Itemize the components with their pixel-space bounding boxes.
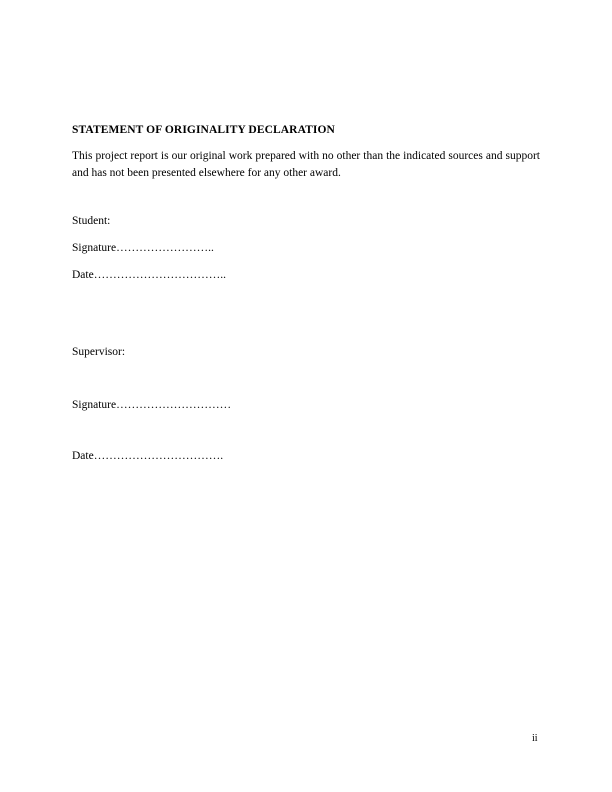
supervisor-signature-line: Signature………………………… [72,399,232,411]
supervisor-date-line: Date……………………………. [72,450,224,462]
supervisor-label: Supervisor: [72,346,126,358]
student-label: Student: [72,215,111,227]
page-number: ii [532,733,538,744]
student-date-line: Date…………………………….. [72,269,226,281]
declaration-heading: STATEMENT OF ORIGINALITY DECLARATION [72,124,335,136]
declaration-paragraph: This project report is our original work prepared with no other than the indicated sources and support and has not been presented elsewhere for any other award. [72,150,540,179]
student-signature-line: Signature…………………….. [72,242,214,254]
